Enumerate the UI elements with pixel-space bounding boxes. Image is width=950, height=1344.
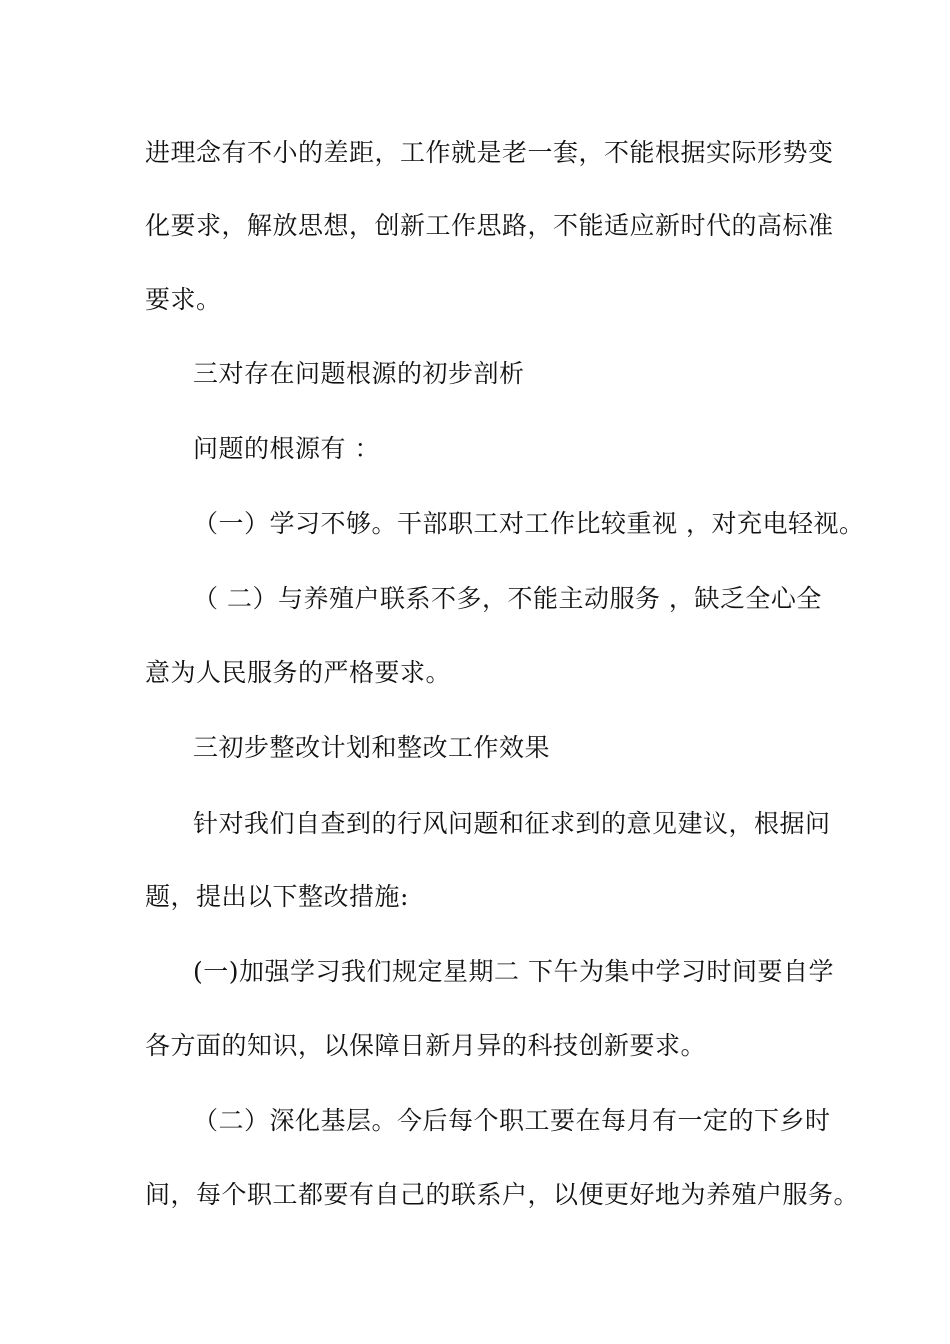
paragraph-line: 进理念有不小的差距，工作就是老一套，不能根据实际形势变 [145, 138, 834, 167]
section-heading: 三初步整改计划和整改工作效果 [193, 733, 551, 762]
list-item: （ 二）与养殖户联系不多，不能主动服务 ，缺乏全心全 [193, 584, 822, 613]
list-item: (一)加强学习我们规定星期二 下午为集中学习时间要自学 [193, 957, 834, 986]
paragraph-line: 间，每个职工都要有自己的联系户，以便更好地为养殖户服务。 [145, 1180, 860, 1209]
paragraph-line: 题，提出以下整改措施: [145, 882, 409, 911]
paragraph-line: 意为人民服务的严格要求。 [145, 658, 452, 687]
list-item: （二）深化基层。今后每个职工要在每月有一定的下乡时 [193, 1106, 831, 1135]
paragraph-line: 各方面的知识，以保障日新月异的科技创新要求。 [145, 1031, 707, 1060]
section-heading: 三对存在问题根源的初步剖析 [193, 359, 525, 388]
paragraph-line: 针对我们自查到的行风问题和征求到的意见建议，根据问 [193, 809, 831, 838]
paragraph-line: 问题的根源有 ： [193, 434, 380, 463]
list-item: （一）学习不够。干部职工对工作比较重视 ，对充电轻视。 [193, 509, 865, 538]
paragraph-line: 化要求，解放思想，创新工作思路，不能适应新时代的高标准 [145, 211, 834, 240]
paragraph-line: 要求。 [145, 285, 222, 314]
